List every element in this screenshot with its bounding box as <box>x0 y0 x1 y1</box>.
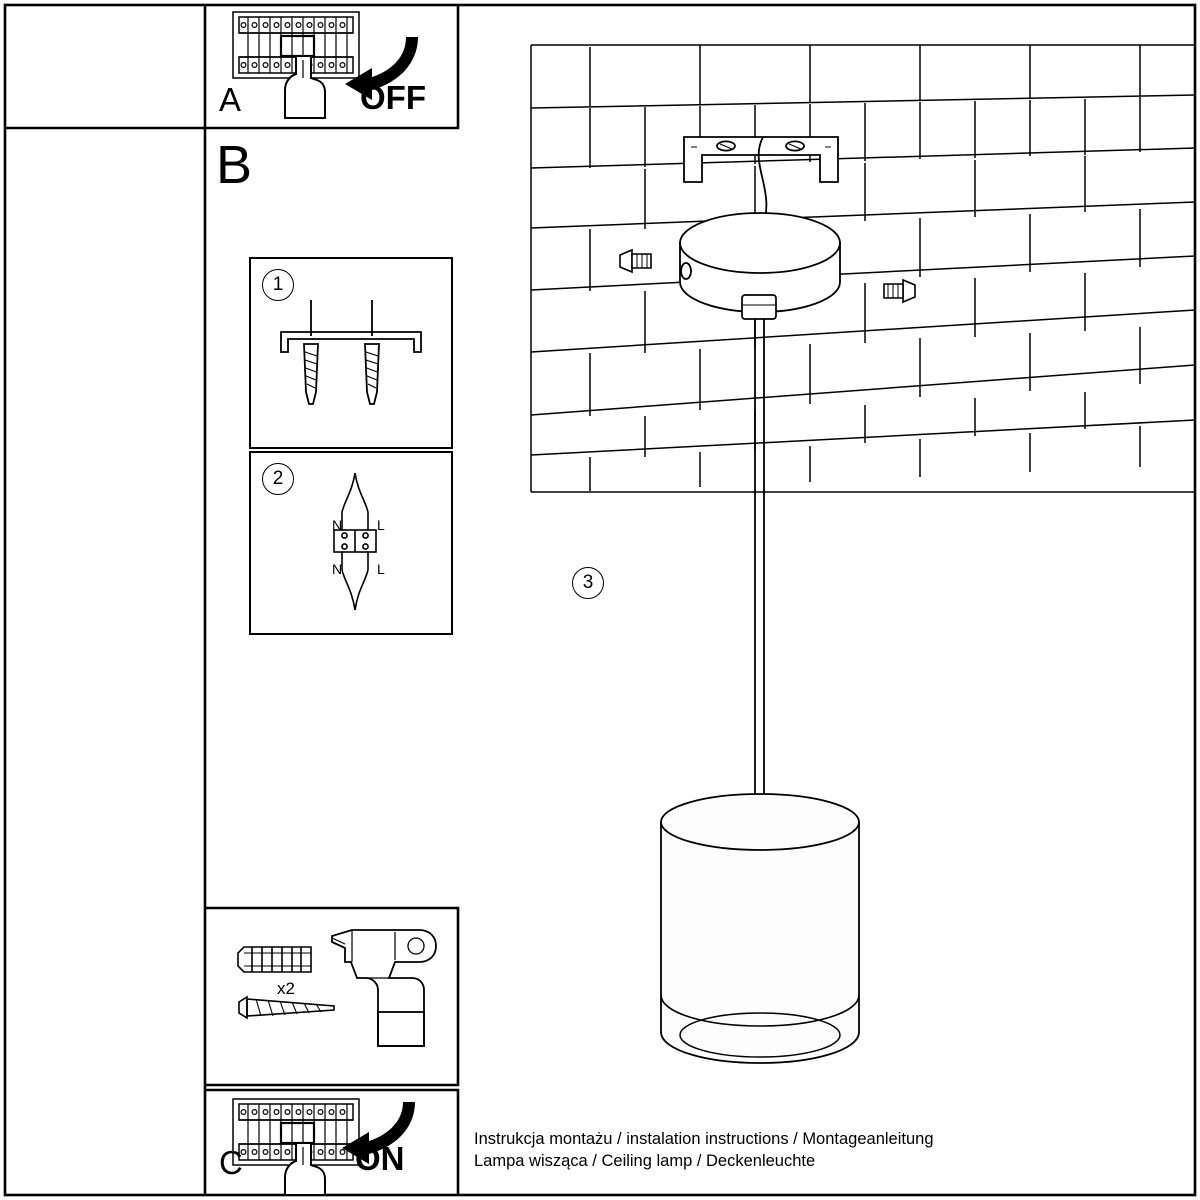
terminal-label-n-top: N <box>332 517 343 533</box>
substep-1-number: 1 <box>262 269 294 301</box>
step-a-letter: A <box>219 81 242 118</box>
caption-line-2: Lampa wisząca / Ceiling lamp / Deckenleuchte <box>474 1152 816 1170</box>
canopy-cable-outlet <box>742 295 776 319</box>
parts-box <box>205 908 458 1085</box>
parts-quantity-label: x2 <box>277 979 295 998</box>
panel-c-box <box>205 1090 458 1195</box>
step-b-letter: B <box>216 135 253 195</box>
hand-pointing-icon-a <box>285 56 325 118</box>
cylindrical-shade <box>661 794 859 1063</box>
power-drill-icon <box>332 930 436 1046</box>
terminal-label-n-bottom: N <box>332 561 343 577</box>
terminal-label-l-bottom: L <box>377 561 385 577</box>
step-c-action-label: ON <box>355 1140 405 1177</box>
screw-left-icon <box>620 250 651 272</box>
suspension-cable <box>755 319 764 820</box>
step-3-number: 3 <box>572 567 604 599</box>
screw-right-icon <box>884 280 915 302</box>
wood-screw-icon <box>239 997 334 1018</box>
substep-2-number: 2 <box>262 463 294 495</box>
caption-line-1: Instrukcja montażu / instalation instructions / Montageanleitung <box>474 1130 934 1148</box>
terminal-label-l-top: L <box>377 517 385 533</box>
mounting-bracket-icon <box>281 300 421 404</box>
step-c-letter: C <box>219 1144 243 1181</box>
wall-plug-icon <box>238 947 311 972</box>
step-a-action-label: OFF <box>360 79 426 116</box>
terminal-block-icon <box>334 473 376 610</box>
